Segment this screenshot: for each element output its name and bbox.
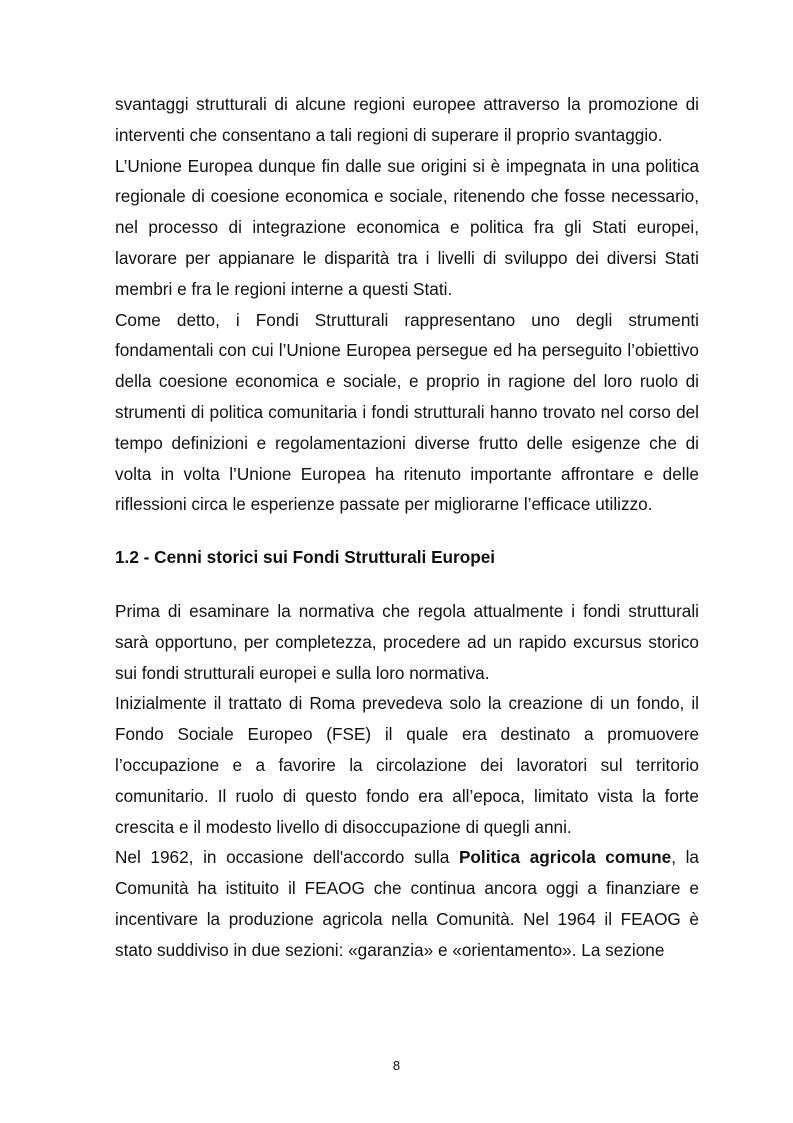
page-number: 8 (392, 1058, 401, 1073)
paragraph-2: L’Unione Europea dunque fin dalle sue origini si è impegnata in una politica regionale di coesione economica e sociale, ritenendo che fosse necessario, nel processo di integrazione economica e politica fra gli Stati europei, lavorare per appianare le disparità tra i livelli di sviluppo dei diversi Stati membri e fra le regioni interne a questi Stati. (115, 155, 699, 299)
section-heading: 1.2 - Cenni storici sui Fondi Strutturali Europei (115, 547, 496, 567)
body-text-top (115, 89, 699, 520)
paragraph-6-end: , la Comunità ha istituito il FEAOG che continua ancora oggi a finanziare e incentivare la produzione agricola nella Comunità. Nel 1964 il FEAOG è stato suddiviso in due sezioni: «garanzia» e «orientamento». La sezione (115, 847, 699, 960)
bold-term: Politica agricola comune (458, 847, 672, 868)
paragraph-5: Inizialmente il trattato di Roma prevedeva solo la creazione di un fondo, il Fondo Sociale Europeo (FSE) il quale era destinato a promuovere l’occupazione e a favorire la circolazione dei lavoratori sul territorio comunitario. Il ruolo di questo fondo era all’epoca, limitato vista la forte crescita e il modesto livello di disoccupazione di quegli anni. (115, 693, 699, 837)
paragraph-4: Prima di esaminare la normativa che regola attualmente i fondi strutturali sarà opportuno, per completezza, procedere ad un rapido excursus storico sui fondi strutturali europei e sulla loro normativa. (115, 601, 699, 683)
body-text-bottom (115, 596, 699, 966)
paragraph-6 (115, 842, 699, 965)
paragraph-6-start: Nel 1962, in occasione dell'accordo sulla (115, 847, 459, 868)
paragraph-1: svantaggi strutturali di alcune regioni europee attraverso la promozione di interventi che consentano a tali regioni di superare il proprio svantaggio. (115, 94, 699, 145)
paragraph-3: Come detto, i Fondi Strutturali rappresentano uno degli strumenti fondamentali con cui l’Unione Europea persegue ed ha perseguito l’obiettivo della coesione economica e sociale, e proprio in ragione del loro ruolo di strumenti di politica comunitaria i fondi strutturali hanno trovato nel corso del tempo definizioni e regolamentazioni diverse frutto delle esigenze che di volta in volta l’Unione Europea ha ritenuto importante affrontare e delle riflessioni circa le esperienze passate per migliorarne l’efficace utilizzo. (115, 309, 699, 515)
